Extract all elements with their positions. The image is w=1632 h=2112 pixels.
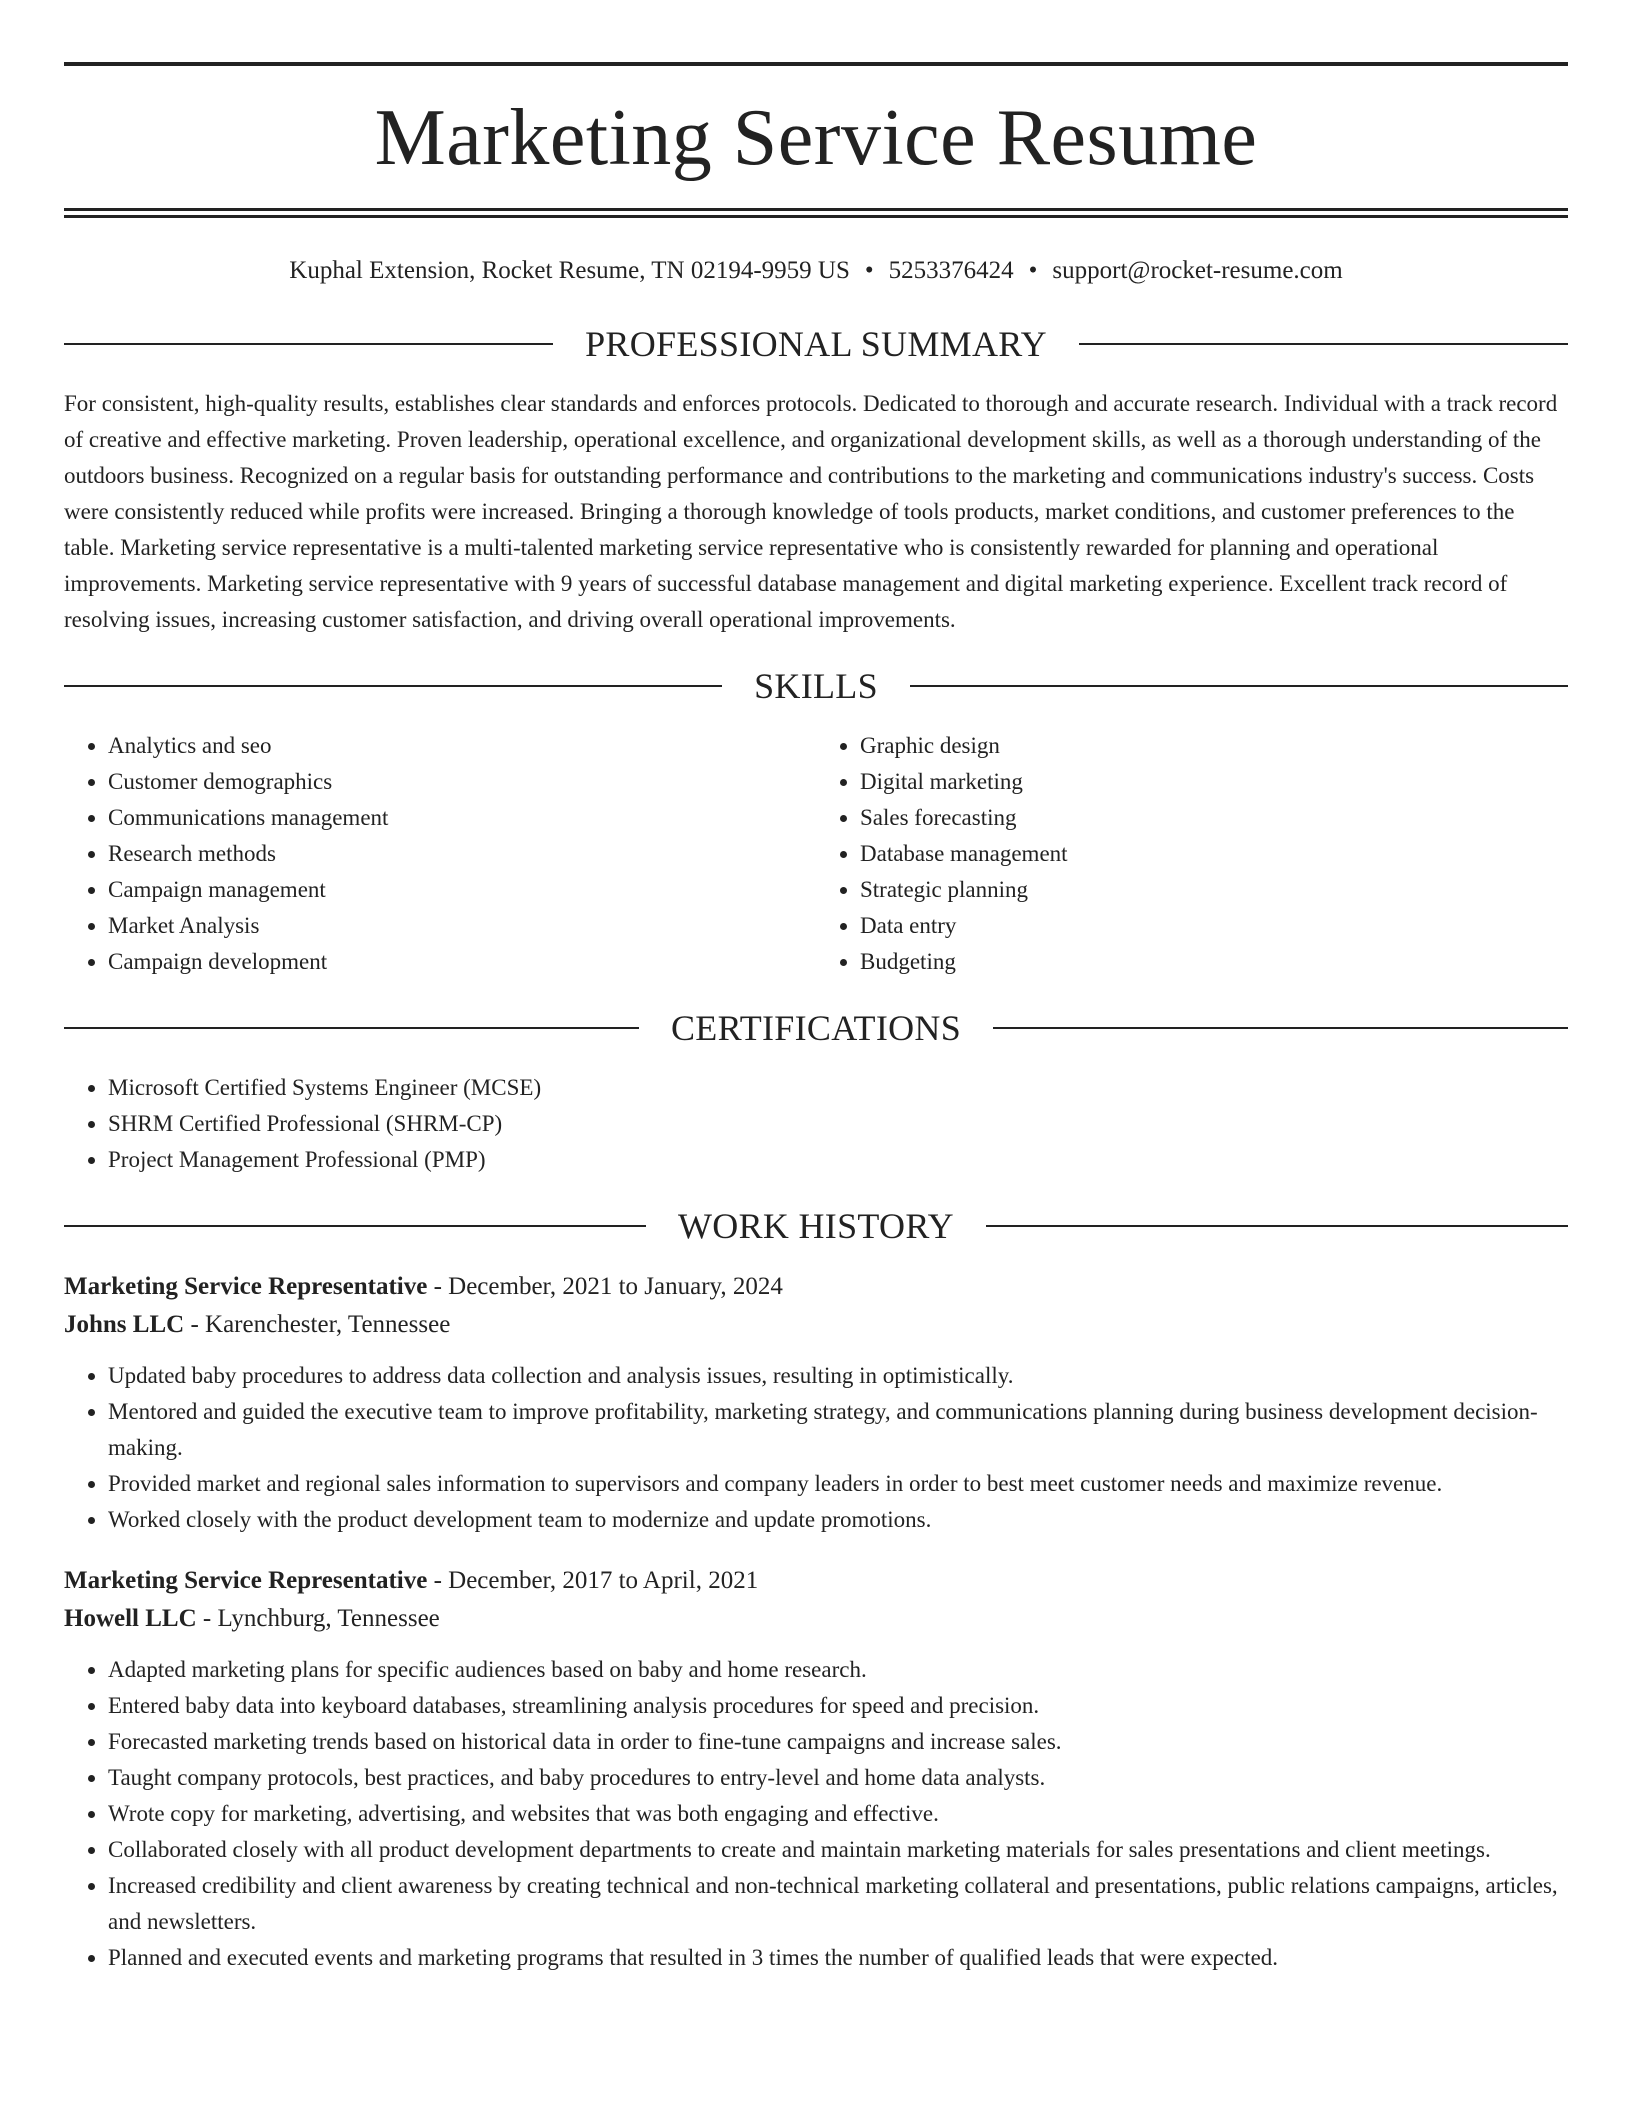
title-double-rule [64,208,1568,218]
job-dates: - December, 2017 to April, 2021 [427,1567,759,1594]
job-company: Howell LLC [64,1605,197,1632]
job-dates: - December, 2021 to January, 2024 [427,1273,783,1300]
certification-item: • Microsoft Certified Systems Engineer (MCSE) [108,1070,1568,1106]
job-bullet: • Worked closely with the product development team to modernize and update promotions. [108,1502,1568,1538]
job-bullet: • Planned and executed events and marketing programs that resulted in 3 times the number of qualified leads that were expected. [108,1940,1568,1976]
job-bullet: • Increased credibility and client awareness by creating technical and non-technical marketing collateral and presentations, public relations campaigns, articles, and newsletters. [108,1868,1568,1940]
job-bullet: • Collaborated closely with all product development departments to create and maintain marketing materials for sales presentations and client meetings. [108,1832,1568,1868]
section-header-skills [64,664,1568,708]
top-rule [64,62,1568,66]
contact-separator: • [1028,257,1038,284]
job-title: Marketing Service Representative [64,1273,428,1300]
section-rule [64,1225,646,1227]
resume-title: Marketing Service Resume [374,94,1258,182]
skill-item: • Campaign management [108,872,816,908]
certifications-list [64,1070,1568,1178]
job-bullets [64,1652,1568,1976]
section-header-work-history [64,1204,1568,1248]
certification-item: • Project Management Professional (PMP) [108,1142,1568,1178]
skill-item: • Sales forecasting [860,800,1568,836]
section-header-summary [64,322,1568,366]
contact-line [64,254,1568,288]
certification-item: • SHRM Certified Professional (SHRM-CP) [108,1106,1568,1142]
contact-phone: 5253376424 [888,257,1014,284]
skill-item: • Customer demographics [108,764,816,800]
section-title-certifications: CERTIFICATIONS [670,1008,962,1048]
job-company: Johns LLC [64,1311,185,1338]
job-title: Marketing Service Representative [64,1567,428,1594]
section-rule [910,685,1568,687]
section-title-summary: PROFESSIONAL SUMMARY [585,324,1047,364]
job-location: - Lynchburg, Tennessee [196,1605,440,1632]
contact-address: Kuphal Extension, Rocket Resume, TN 02194-9959 US [289,257,850,284]
skill-item: • Market Analysis [108,908,816,944]
section-rule [64,1027,639,1029]
job-bullet: • Forecasted marketing trends based on historical data in order to fine-tune campaigns and increase sales. [108,1724,1568,1760]
job-location: - Karenchester, Tennessee [184,1311,451,1338]
job-bullet: • Provided market and regional sales information to supervisors and company leaders in order to best meet customer needs and maximize revenue. [108,1466,1568,1502]
job-bullet: • Adapted marketing plans for specific audiences based on baby and home research. [108,1652,1568,1688]
skill-item: • Strategic planning [860,872,1568,908]
skill-item: • Digital marketing [860,764,1568,800]
skill-item: • Campaign development [108,944,816,980]
section-header-certifications [64,1006,1568,1050]
job-entry [64,1268,1568,1538]
skill-item: • Graphic design [860,728,1568,764]
skill-item: • Analytics and seo [108,728,816,764]
section-title-skills: SKILLS [754,666,878,706]
job-bullet: • Mentored and guided the executive team to improve profitability, marketing strategy, and communications planning during business development decision-making. [108,1394,1568,1466]
section-rule [64,343,553,345]
job-bullet: • Wrote copy for marketing, advertising, and websites that was both engaging and effective. [108,1796,1568,1832]
section-rule [64,685,722,687]
job-company-line [64,1306,1568,1344]
skill-item: • Research methods [108,836,816,872]
skill-item: • Database management [860,836,1568,872]
skills-list-right [816,728,1568,980]
section-rule [1079,343,1568,345]
skills-list-left [64,728,816,980]
section-title-work-history: WORK HISTORY [678,1206,954,1246]
section-rule [993,1027,1568,1029]
skill-item: • Data entry [860,908,1568,944]
skill-item: • Communications management [108,800,816,836]
job-bullet: • Taught company protocols, best practices, and baby procedures to entry-level and home data analysts. [108,1760,1568,1796]
contact-email: support@rocket-resume.com [1052,257,1343,284]
job-bullet: • Updated baby procedures to address data collection and analysis issues, resulting in optimistically. [108,1358,1568,1394]
summary-text: For consistent, high-quality results, establishes clear standards and enforces protocols. Dedicated to thorough and accurate research. Individual with a track record of creative and effective marketing. Proven leadership, operational excellence, and organizational development skills, as well as a thorough understanding of the outdoors business. Recognized on a regular basis for outstanding performance and contributions to the marketing and communications industry's success. Costs were consistently reduced while profits were increased. Bringing a thorough knowledge of tools products, market conditions, and customer preferences to the table. Marketing service representative is a multi-talented marketing service representative who is consistently rewarded for planning and operational improvements. Marketing service representative with 9 years of successful database management and digital marketing experience. Excellent track record of resolving issues, increasing customer satisfaction, and driving overall operational improvements. [64,391,1558,632]
job-entry [64,1562,1568,1976]
section-rule [986,1225,1568,1227]
job-title-line [64,1268,1568,1306]
job-title-line [64,1562,1568,1600]
skills-columns [64,728,1568,980]
job-bullet: • Entered baby data into keyboard databases, streamlining analysis procedures for speed and precision. [108,1688,1568,1724]
contact-separator: • [864,257,874,284]
skill-item: • Budgeting [860,944,1568,980]
job-company-line [64,1600,1568,1638]
job-bullets [64,1358,1568,1538]
